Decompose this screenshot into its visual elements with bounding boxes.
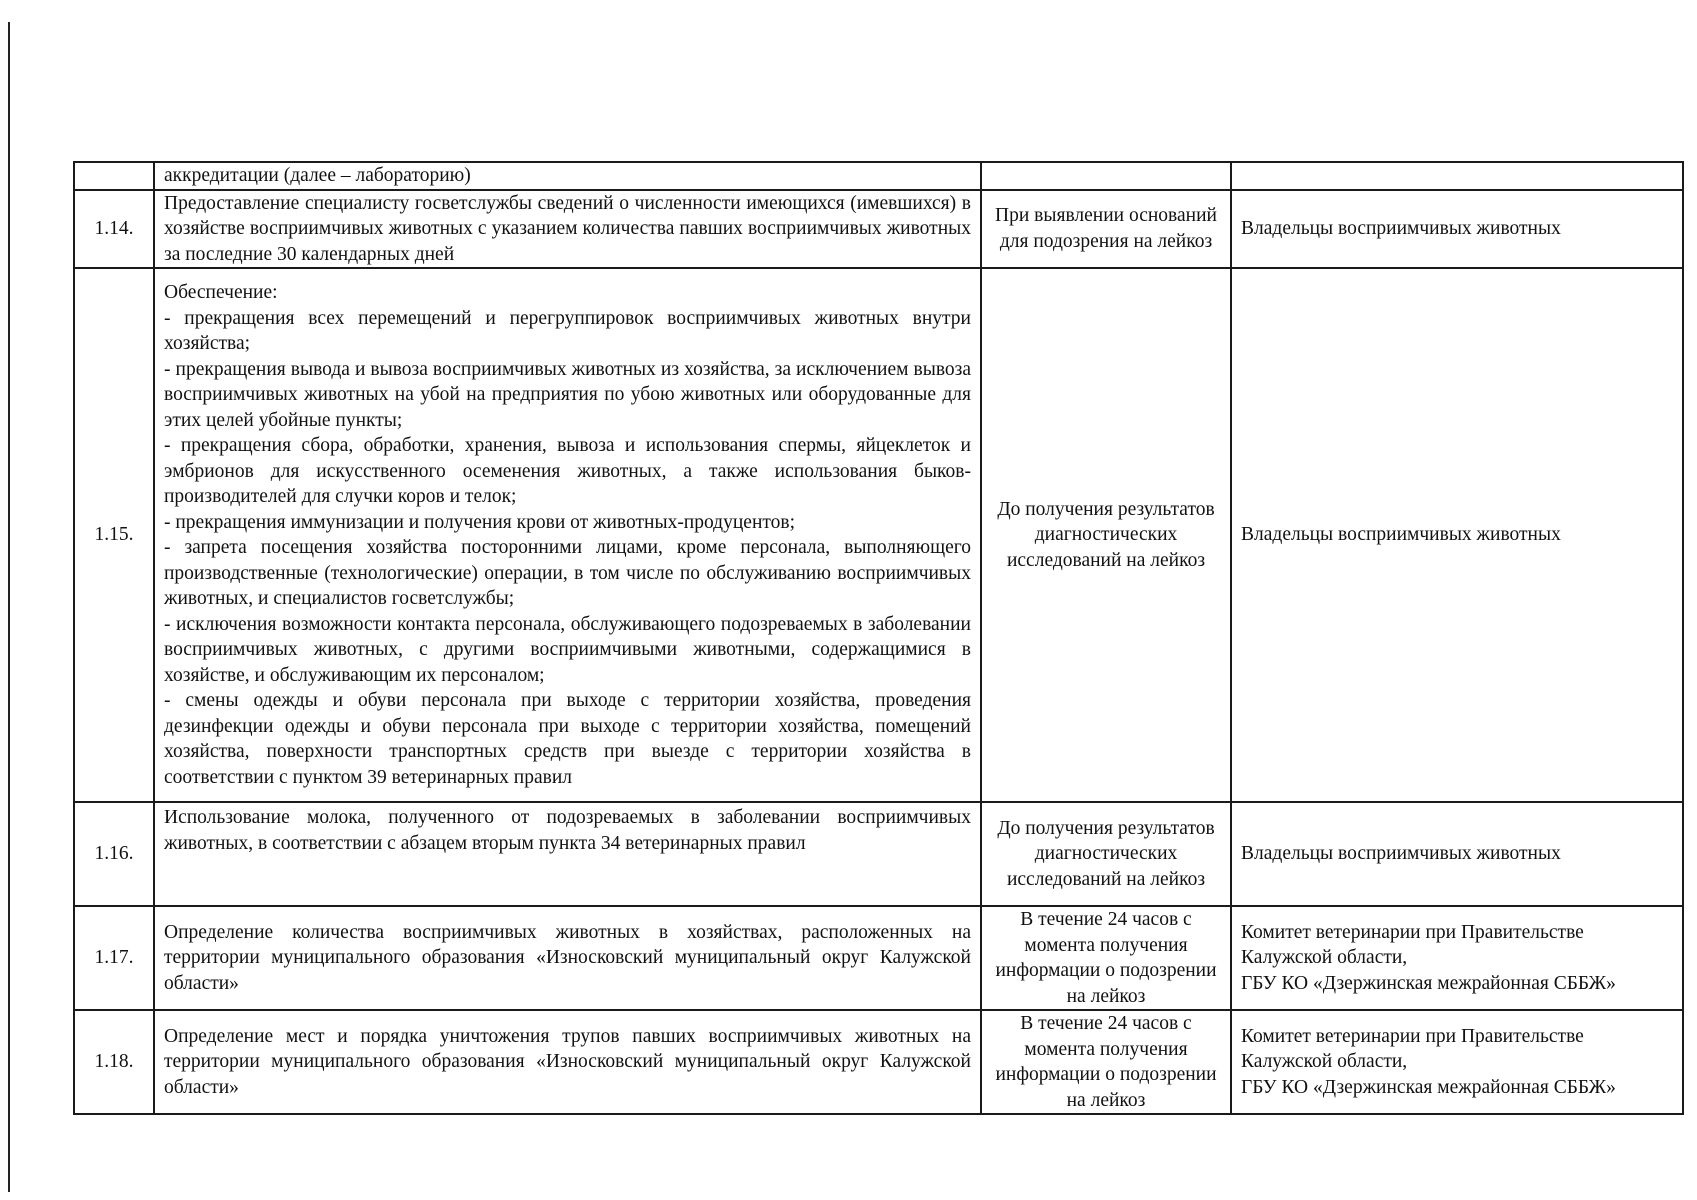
action-text bbox=[154, 190, 981, 269]
term-text bbox=[981, 162, 1231, 190]
responsible-text: Владельцы восприимчивых животных bbox=[1231, 190, 1683, 269]
action-text bbox=[154, 1010, 981, 1114]
responsible-text: Владельцы восприимчивых животных bbox=[1231, 268, 1683, 802]
row-number: 1.17. bbox=[74, 906, 154, 1010]
table-row bbox=[74, 1010, 1683, 1114]
row-number: 1.15. bbox=[74, 268, 154, 802]
action-text bbox=[154, 802, 981, 906]
responsible-text bbox=[1231, 162, 1683, 190]
action-text bbox=[154, 162, 981, 190]
responsible-line: ГБУ КО «Дзержинская межрайонная СББЖ» bbox=[1241, 1076, 1616, 1098]
term-text: До получения результатов диагностических исследований на лейкоз bbox=[981, 268, 1231, 802]
responsible-line: ГБУ КО «Дзержинская межрайонная СББЖ» bbox=[1241, 972, 1616, 994]
binding-margin-line bbox=[8, 22, 10, 1192]
table-row bbox=[74, 268, 1683, 802]
table-row bbox=[74, 190, 1683, 269]
row-number: 1.14. bbox=[74, 190, 154, 269]
responsible-text: Владельцы восприимчивых животных bbox=[1231, 802, 1683, 906]
term-text: До получения результатов диагностических исследований на лейкоз bbox=[981, 802, 1231, 906]
action-line: Использование молока, полученного от подозреваемых в заболевании восприимчивых животных, в соответствии с абзацем вторым пункта 34 ветеринарных правил bbox=[164, 807, 971, 854]
term-text: При выявлении оснований для подозрения на лейкоз bbox=[981, 190, 1231, 269]
measures-table bbox=[73, 161, 1684, 1115]
action-line: Обеспечение: bbox=[164, 282, 278, 303]
table-row bbox=[74, 802, 1683, 906]
row-number: 1.16. bbox=[74, 802, 154, 906]
table-row bbox=[74, 906, 1683, 1010]
action-line: - прекращения иммунизации и получения крови от животных-продуцентов; bbox=[164, 511, 796, 533]
responsible-line: Комитет ветеринарии при Правительстве Калужской области, bbox=[1241, 1025, 1584, 1073]
action-text bbox=[154, 906, 981, 1010]
action-line: Определение мест и порядка уничтожения трупов павших восприимчивых животных на территории муниципального образования «Износковский муниципальный округ Калужской области» bbox=[164, 1025, 971, 1098]
action-line: - прекращения всех перемещений и перегруппировок восприимчивых животных внутри хозяйства; bbox=[164, 307, 971, 354]
term-text: В течение 24 часов с момента получения информации о подозрении на лейкоз bbox=[981, 906, 1231, 1010]
action-line: Предоставление специалисту госветслужбы сведений о численности имеющихся (имевшихся) в хозяйстве восприимчивых животных с указанием количества павших восприимчивых животных за последние 30 календарных дней bbox=[164, 192, 971, 265]
responsible-line: Комитет ветеринарии при Правительстве Калужской области, bbox=[1241, 921, 1584, 969]
row-number: 1.18. bbox=[74, 1010, 154, 1114]
action-line: Определение количества восприимчивых животных в хозяйствах, расположенных на территории муниципального образования «Износковский муниципальный округ Калужской области» bbox=[164, 921, 971, 994]
action-line: - запрета посещения хозяйства посторонними лицами, кроме персонала, выполняющего производственные (технологические) операции, в том числе по обслуживанию восприимчивых животных, и специалистов госветслужбы; bbox=[164, 537, 971, 609]
action-line: - исключения возможности контакта персонала, обслуживающего подозреваемых в заболевании восприимчивых животных, с другими восприимчивыми животными, содержащимися в хозяйстве, и обслуживающим их персоналом; bbox=[164, 613, 971, 686]
action-text bbox=[154, 268, 981, 802]
action-line: аккредитации (далее – лабораторию) bbox=[164, 165, 471, 186]
action-line: - прекращения вывода и вывоза восприимчивых животных из хозяйства, за исключением вывоза восприимчивых животных на убой на предприятия по убою животных или оборудованные для этих целей убойные пункты; bbox=[164, 358, 971, 431]
action-line: - смены одежды и обуви персонала при выходе с территории хозяйства, проведения дезинфекции одежды и обуви персонала при выходе с территории хозяйства, помещений хозяйства, поверхности транспортных средств при выезде с территории хозяйства в соответствии с пунктом 39 ветеринарных правил bbox=[164, 690, 971, 788]
responsible-text bbox=[1231, 1010, 1683, 1114]
term-text: В течение 24 часов с момента получения информации о подозрении на лейкоз bbox=[981, 1010, 1231, 1114]
row-number bbox=[74, 162, 154, 190]
table-row bbox=[74, 162, 1683, 190]
responsible-text bbox=[1231, 906, 1683, 1010]
action-line: - прекращения сбора, обработки, хранения, вывоза и использования спермы, яйцеклеток и эмбрионов для искусственного осеменения животных, а также использования быков-производителей для случки коров и телок; bbox=[164, 435, 971, 507]
